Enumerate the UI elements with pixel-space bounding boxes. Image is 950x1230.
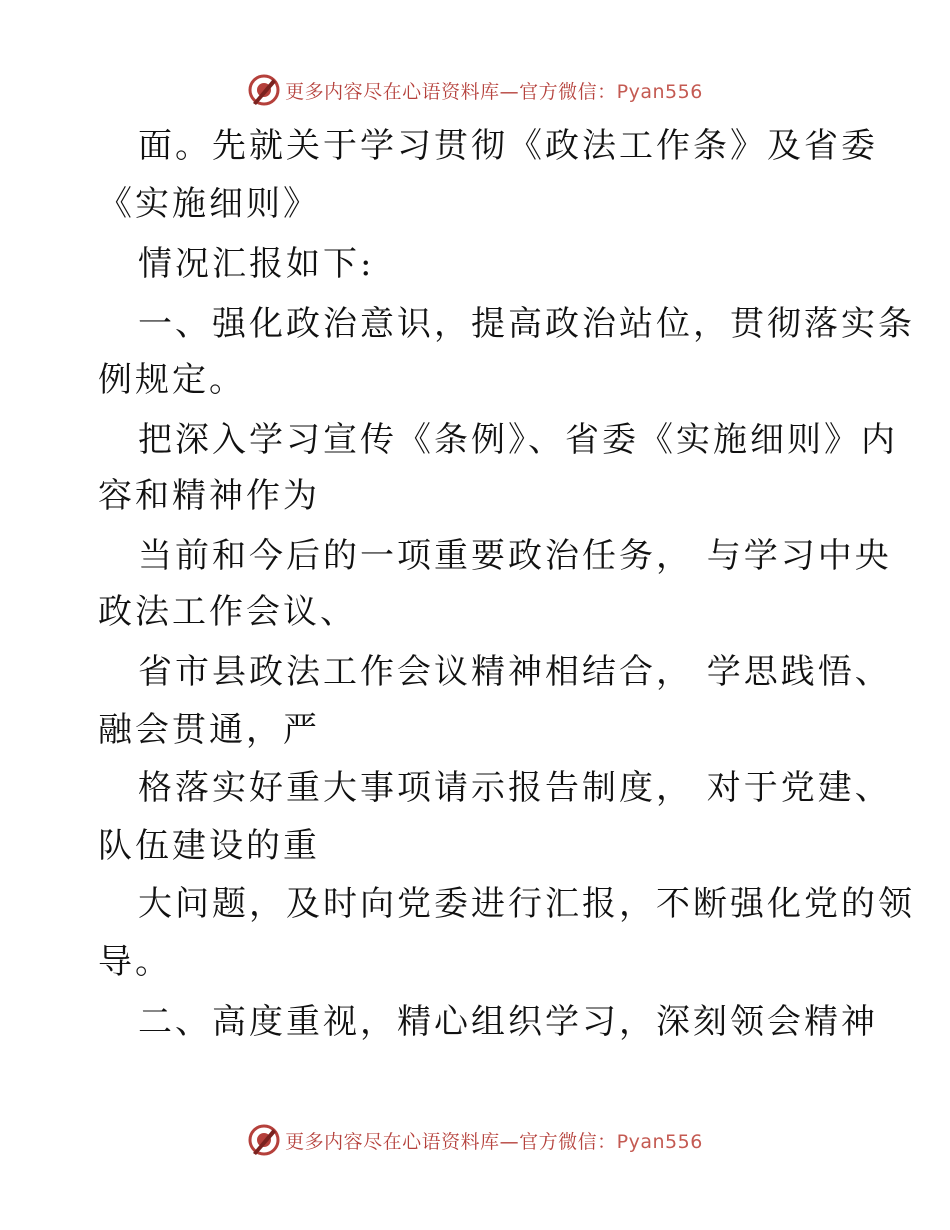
body-line: 融会贯通，严 xyxy=(98,710,320,750)
body-line: 二、高度重视，精心组织学习，深刻领会精神 xyxy=(138,1002,878,1042)
footer-banner-text: 更多内容尽在心语资料库—官方微信：Pyan556 xyxy=(285,1130,703,1153)
quill-seal-icon xyxy=(247,1123,281,1157)
body-line: 例规定。 xyxy=(98,360,246,400)
footer-wechat-handle: Pyan556 xyxy=(616,1130,703,1153)
body-line: 政法工作会议、 xyxy=(98,592,357,632)
body-line: 省市县政法工作会议精神相结合， 学思践悟、 xyxy=(138,652,892,692)
footer-banner xyxy=(0,1120,950,1160)
body-line: 当前和今后的一项重要政治任务， 与学习中央 xyxy=(138,536,892,576)
body-line: 把深入学习宣传《条例》、省委《实施细则》内 xyxy=(138,420,898,460)
body-line: 导。 xyxy=(98,942,172,982)
body-line: 一、强化政治意识，提高政治站位，贯彻落实条 xyxy=(138,304,915,344)
body-line: 容和精神作为 xyxy=(98,476,320,516)
body-line: 《实施细则》 xyxy=(98,184,320,224)
body-line: 格落实好重大事项请示报告制度， 对于党建、 xyxy=(138,768,892,808)
body-line: 大问题，及时向党委进行汇报，不断强化党的领 xyxy=(138,884,915,924)
header-wechat-handle: Pyan556 xyxy=(616,80,703,103)
header-banner-text: 更多内容尽在心语资料库—官方微信：Pyan556 xyxy=(285,80,703,103)
quill-seal-icon xyxy=(247,73,281,107)
body-line: 面。先就关于学习贯彻《政法工作条》及省委 xyxy=(138,126,878,166)
body-line: 情况汇报如下: xyxy=(138,244,375,284)
body-line: 队伍建设的重 xyxy=(98,826,320,866)
header-banner xyxy=(0,70,950,110)
